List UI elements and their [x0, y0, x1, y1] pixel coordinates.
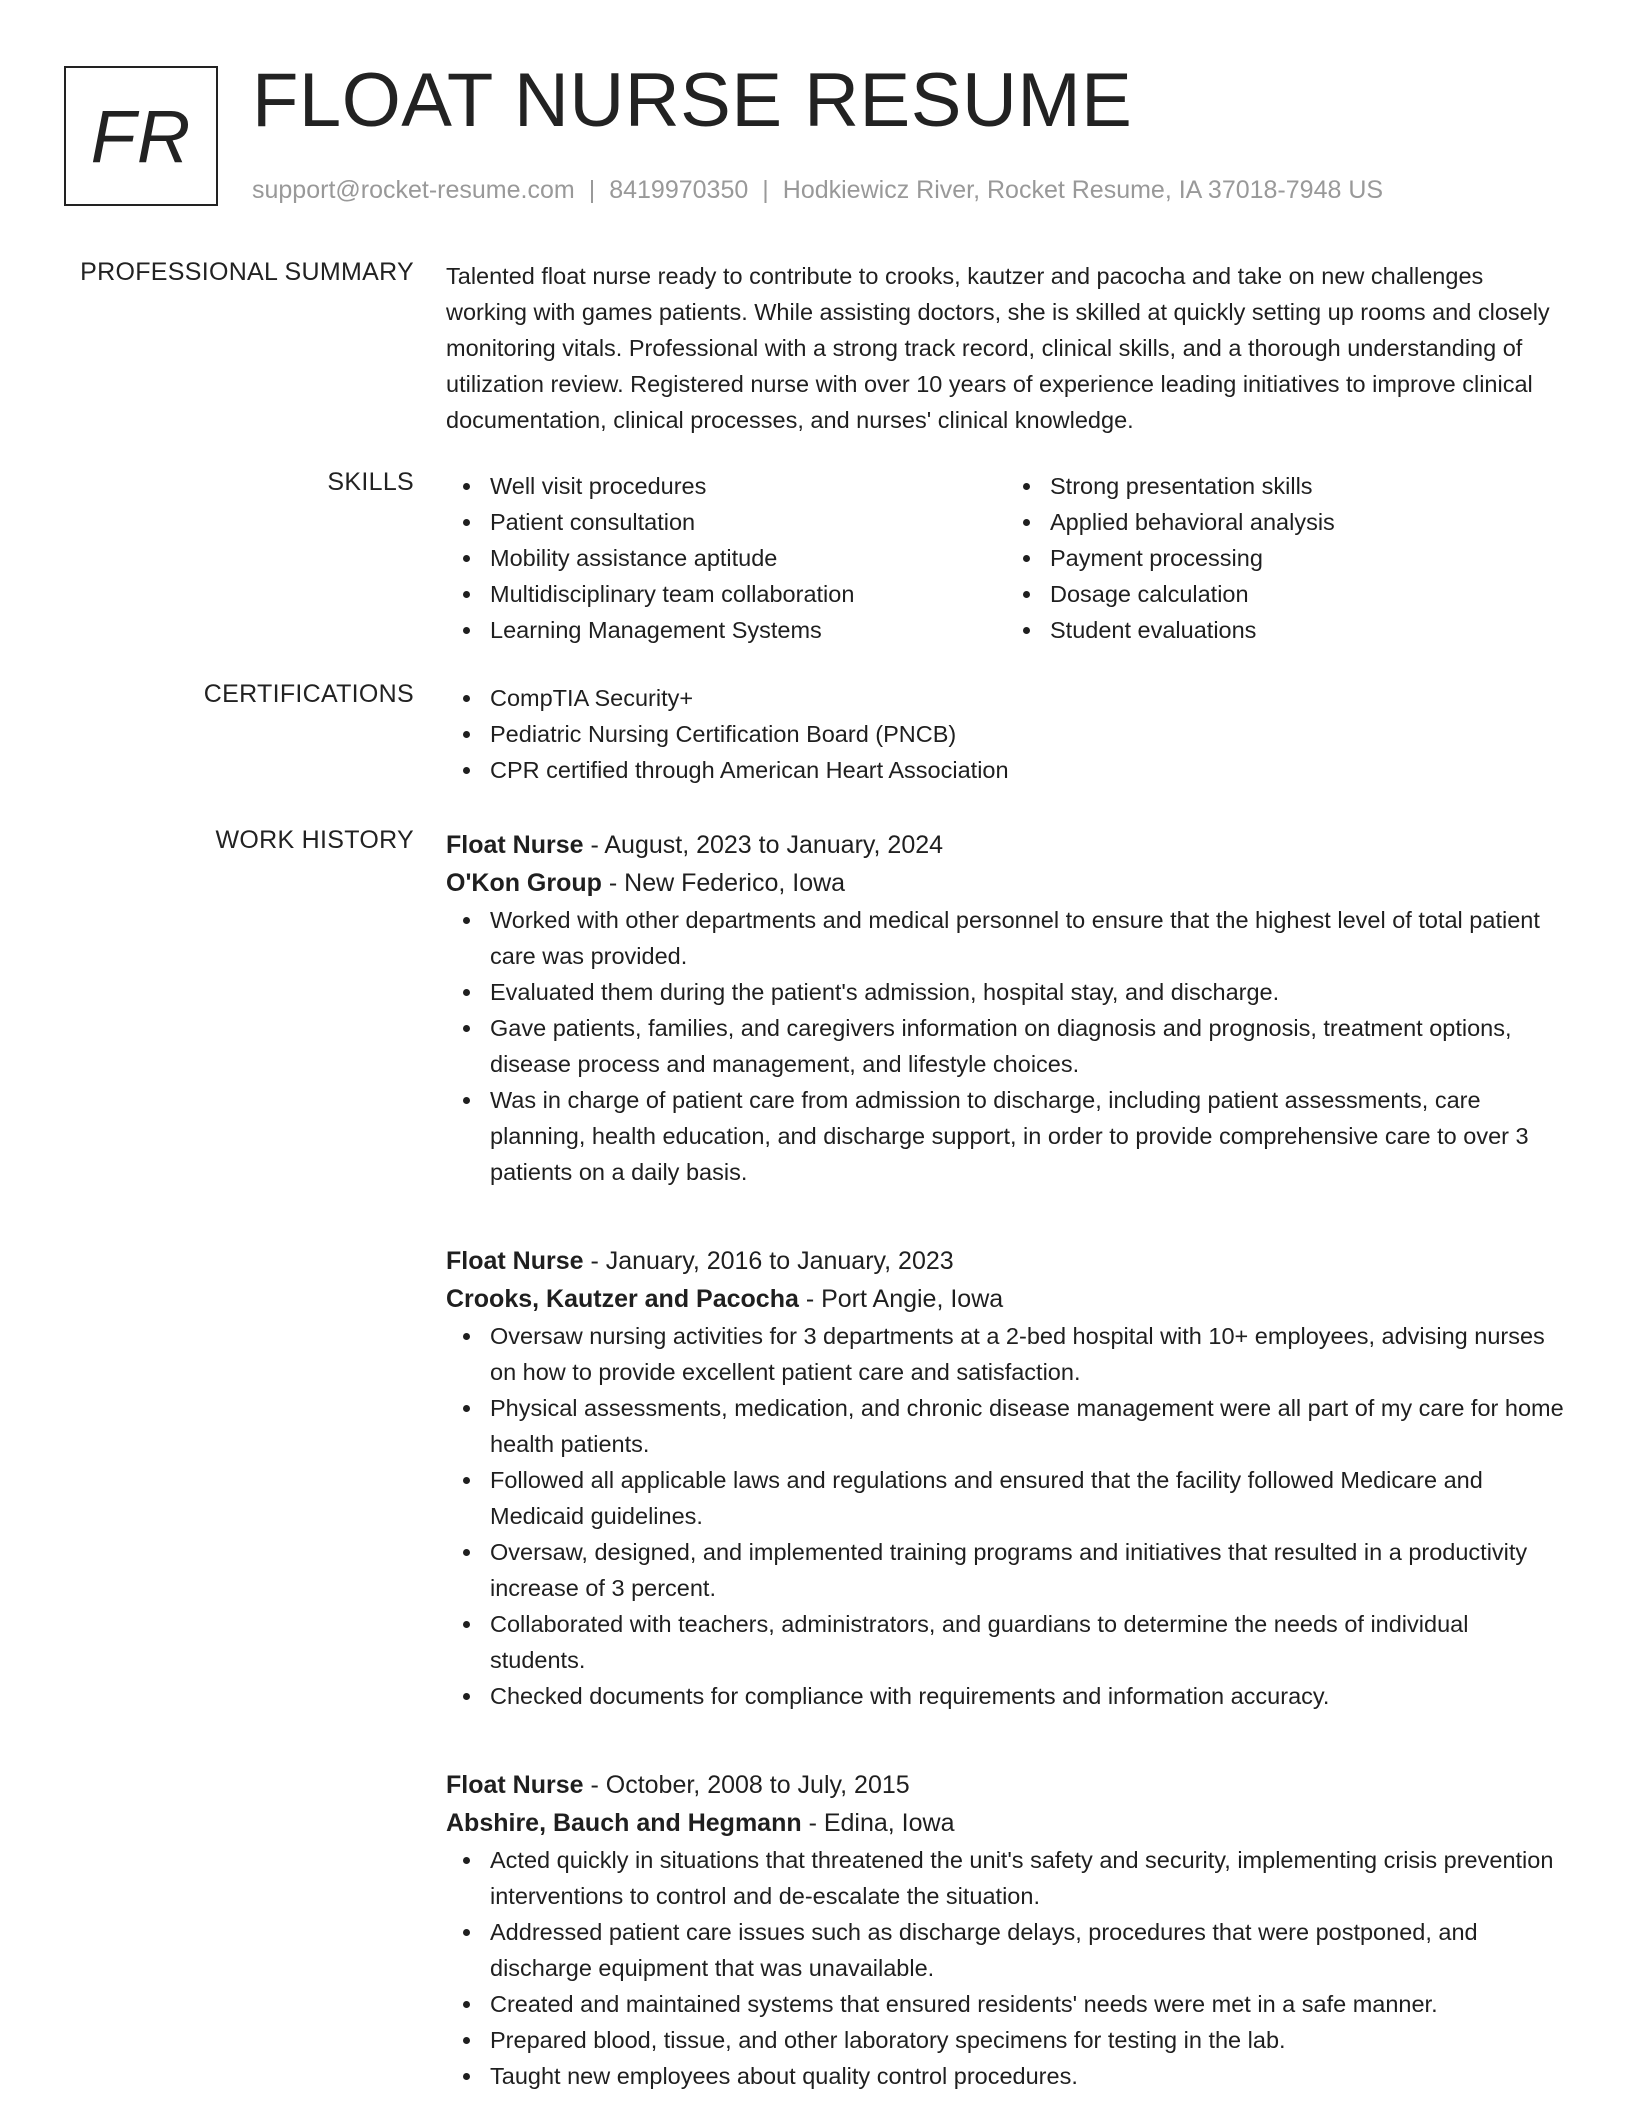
monogram-logo: [64, 66, 218, 206]
job-company: Crooks, Kautzer and Pacocha: [446, 1285, 799, 1313]
job-entry: [446, 1766, 1566, 2094]
job-bullets: [446, 1318, 1566, 1714]
job-title: Float Nurse: [446, 1247, 584, 1275]
job-dates: - January, 2016 to January, 2023: [583, 1247, 954, 1275]
job-bullet: Oversaw nursing activities for 3 departments at a 2-bed hospital with 10+ employees, advising nurses on how to provide excellent patient care and satisfaction.: [490, 1318, 1566, 1390]
job-title: Float Nurse: [446, 831, 584, 859]
monogram-text: FR: [90, 94, 192, 178]
job-company: Abshire, Bauch and Hegmann: [446, 1809, 802, 1837]
skill-item: Learning Management Systems: [490, 612, 1006, 648]
job-title-line: [446, 1242, 1566, 1280]
job-bullet: Taught new employees about quality control procedures.: [490, 2058, 1566, 2094]
certifications-heading: CERTIFICATIONS: [203, 680, 414, 708]
contact-email[interactable]: support@rocket-resume.com: [252, 176, 575, 204]
certification-item: CompTIA Security+: [490, 680, 1566, 716]
job-bullet: Acted quickly in situations that threatened the unit's safety and security, implementing crisis prevention interventions to control and de-escalate the situation.: [490, 1842, 1566, 1914]
skill-item: Payment processing: [1050, 540, 1566, 576]
skill-item: Strong presentation skills: [1050, 468, 1566, 504]
job-bullet: Followed all applicable laws and regulations and ensured that the facility followed Medicare and Medicaid guidelines.: [490, 1462, 1566, 1534]
certifications-section: [446, 680, 1566, 788]
job-title-line: [446, 1766, 1566, 1804]
job-bullet: Oversaw, designed, and implemented training programs and initiatives that resulted in a productivity increase of 3 percent.: [490, 1534, 1566, 1606]
job-bullet: Gave patients, families, and caregivers information on diagnosis and prognosis, treatment options, disease process and management, and lifestyle choices.: [490, 1010, 1566, 1082]
skill-item: Well visit procedures: [490, 468, 1006, 504]
job-location: - Edina, Iowa: [801, 1809, 955, 1837]
job-dates: - August, 2023 to January, 2024: [583, 831, 944, 859]
job-bullet: Created and maintained systems that ensured residents' needs were met in a safe manner.: [490, 1986, 1566, 2022]
job-bullet: Checked documents for compliance with requirements and information accuracy.: [490, 1678, 1566, 1714]
job-dates: - October, 2008 to July, 2015: [583, 1771, 910, 1799]
contact-line: [252, 174, 1383, 206]
job-title-line: [446, 826, 1566, 864]
skill-item: Mobility assistance aptitude: [490, 540, 1006, 576]
job-entry: [446, 826, 1566, 1190]
job-company-line: [446, 1280, 1566, 1318]
contact-separator: |: [588, 176, 596, 204]
skill-item: Applied behavioral analysis: [1050, 504, 1566, 540]
job-bullet: Physical assessments, medication, and chronic disease management were all part of my care for home health patients.: [490, 1390, 1566, 1462]
certifications-list: [446, 680, 1566, 788]
skill-item: Student evaluations: [1050, 612, 1566, 648]
job-location: - New Federico, Iowa: [601, 869, 846, 897]
contact-address: Hodkiewicz River, Rocket Resume, IA 37018-7948 US: [782, 176, 1384, 204]
contact-phone[interactable]: 8419970350: [609, 176, 749, 204]
job-title: Float Nurse: [446, 1771, 584, 1799]
summary-section: [446, 258, 1556, 438]
job-entry: [446, 1242, 1566, 1714]
job-bullet: Prepared blood, tissue, and other laboratory specimens for testing in the lab.: [490, 2022, 1566, 2058]
job-bullet: Evaluated them during the patient's admission, hospital stay, and discharge.: [490, 974, 1566, 1010]
resume-title: FLOAT NURSE RESUME: [252, 58, 1133, 143]
job-bullets: [446, 1842, 1566, 2094]
job-bullet: Worked with other departments and medical personnel to ensure that the highest level of total patient care was provided.: [490, 902, 1566, 974]
job-company: O'Kon Group: [446, 869, 602, 897]
skill-item: Patient consultation: [490, 504, 1006, 540]
job-bullet: Was in charge of patient care from admission to discharge, including patient assessments, care planning, health education, and discharge support, in order to provide comprehensive care to over 3 patients on a daily basis.: [490, 1082, 1566, 1190]
job-bullets: [446, 902, 1566, 1190]
certification-item: CPR certified through American Heart Association: [490, 752, 1566, 788]
summary-text: Talented float nurse ready to contribute to crooks, kautzer and pacocha and take on new challenges working with games patients. While assisting doctors, she is skilled at quickly setting up rooms and closely monitoring vitals. Professional with a strong track record, clinical skills, and a thorough understanding of utilization review. Registered nurse with over 10 years of experience leading initiatives to improve clinical documentation, clinical processes, and nurses' clinical knowledge.: [446, 263, 1550, 433]
job-company-line: [446, 1804, 1566, 1842]
skill-item: Multidisciplinary team collaboration: [490, 576, 1006, 612]
skills-heading: SKILLS: [327, 468, 414, 496]
job-company-line: [446, 864, 1566, 902]
job-bullet: Addressed patient care issues such as discharge delays, procedures that were postponed, and discharge equipment that was unavailable.: [490, 1914, 1566, 1986]
skills-list-right: [1006, 468, 1566, 648]
work-history-heading: WORK HISTORY: [215, 826, 414, 854]
job-location: - Port Angie, Iowa: [798, 1285, 1004, 1313]
contact-separator: |: [762, 176, 769, 204]
certification-item: Pediatric Nursing Certification Board (PNCB): [490, 716, 1566, 752]
skills-section: [446, 468, 1566, 648]
summary-heading: PROFESSIONAL SUMMARY: [80, 258, 414, 286]
skill-item: Dosage calculation: [1050, 576, 1566, 612]
job-bullet: Collaborated with teachers, administrators, and guardians to determine the needs of individual students.: [490, 1606, 1566, 1678]
skills-list-left: [446, 468, 1006, 648]
